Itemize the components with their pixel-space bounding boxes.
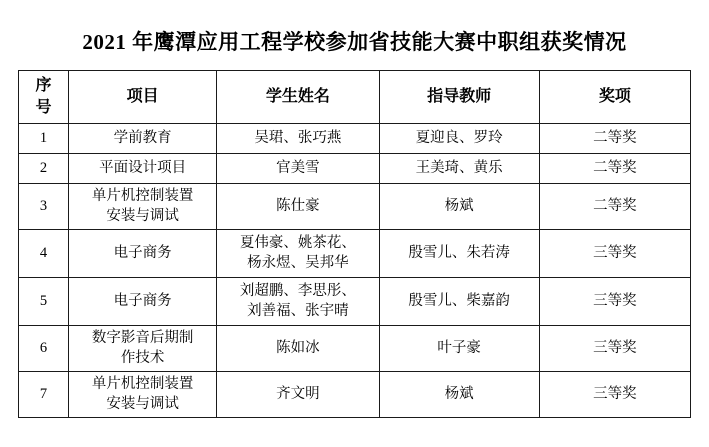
table-row — [19, 154, 691, 184]
table-row — [19, 184, 691, 230]
column-header-project: 项目 — [69, 71, 217, 124]
cell-award: 三等奖 — [539, 326, 690, 372]
cell-seq: 1 — [19, 124, 69, 154]
cell-teacher: 杨斌 — [379, 372, 539, 418]
cell-project: 电子商务 — [69, 278, 217, 326]
column-header-seq — [19, 71, 69, 124]
column-header-teacher: 指导教师 — [379, 71, 539, 124]
cell-student: 齐文明 — [217, 372, 379, 418]
column-header-seq-line2: 号 — [35, 99, 52, 116]
table-header-row — [19, 71, 691, 124]
cell-award: 二等奖 — [539, 154, 690, 184]
cell-teacher: 杨斌 — [379, 184, 539, 230]
cell-student: 刘超鹏、李思彤、 刘善福、张宇晴 — [217, 278, 379, 326]
cell-award: 三等奖 — [539, 372, 690, 418]
table-body — [19, 124, 691, 418]
cell-student: 夏伟豪、姚茶花、 杨永煜、吴邦华 — [217, 230, 379, 278]
table-container — [0, 70, 709, 418]
cell-seq: 5 — [19, 278, 69, 326]
cell-project: 电子商务 — [69, 230, 217, 278]
cell-award: 二等奖 — [539, 124, 690, 154]
award-table — [18, 70, 691, 418]
cell-seq: 6 — [19, 326, 69, 372]
table-header — [19, 71, 691, 124]
table-row — [19, 230, 691, 278]
cell-teacher: 夏迎良、罗玲 — [379, 124, 539, 154]
cell-teacher: 殷雪儿、柴嘉韵 — [379, 278, 539, 326]
table-row — [19, 326, 691, 372]
cell-seq: 3 — [19, 184, 69, 230]
cell-teacher: 叶子豪 — [379, 326, 539, 372]
cell-student: 吴珺、张巧燕 — [217, 124, 379, 154]
table-row — [19, 278, 691, 326]
cell-student: 官美雪 — [217, 154, 379, 184]
table-row — [19, 372, 691, 418]
cell-teacher: 殷雪儿、朱若涛 — [379, 230, 539, 278]
column-header-seq-line1: 序 — [35, 77, 52, 95]
cell-teacher: 王美琦、黄乐 — [379, 154, 539, 184]
cell-award: 三等奖 — [539, 278, 690, 326]
table-row — [19, 124, 691, 154]
cell-seq: 7 — [19, 372, 69, 418]
cell-student: 陈如冰 — [217, 326, 379, 372]
column-header-award: 奖项 — [539, 71, 690, 124]
column-header-student: 学生姓名 — [217, 71, 379, 124]
cell-student: 陈仕豪 — [217, 184, 379, 230]
cell-project: 单片机控制装置 安装与调试 — [69, 372, 217, 418]
cell-seq: 2 — [19, 154, 69, 184]
cell-project: 平面设计项目 — [69, 154, 217, 184]
cell-award: 二等奖 — [539, 184, 690, 230]
page-title: 2021 年鹰潭应用工程学校参加省技能大赛中职组获奖情况 — [82, 30, 627, 54]
cell-seq: 4 — [19, 230, 69, 278]
cell-project: 数字影音后期制 作技术 — [69, 326, 217, 372]
cell-project: 单片机控制装置 安装与调试 — [69, 184, 217, 230]
cell-project: 学前教育 — [69, 124, 217, 154]
cell-award: 三等奖 — [539, 230, 690, 278]
